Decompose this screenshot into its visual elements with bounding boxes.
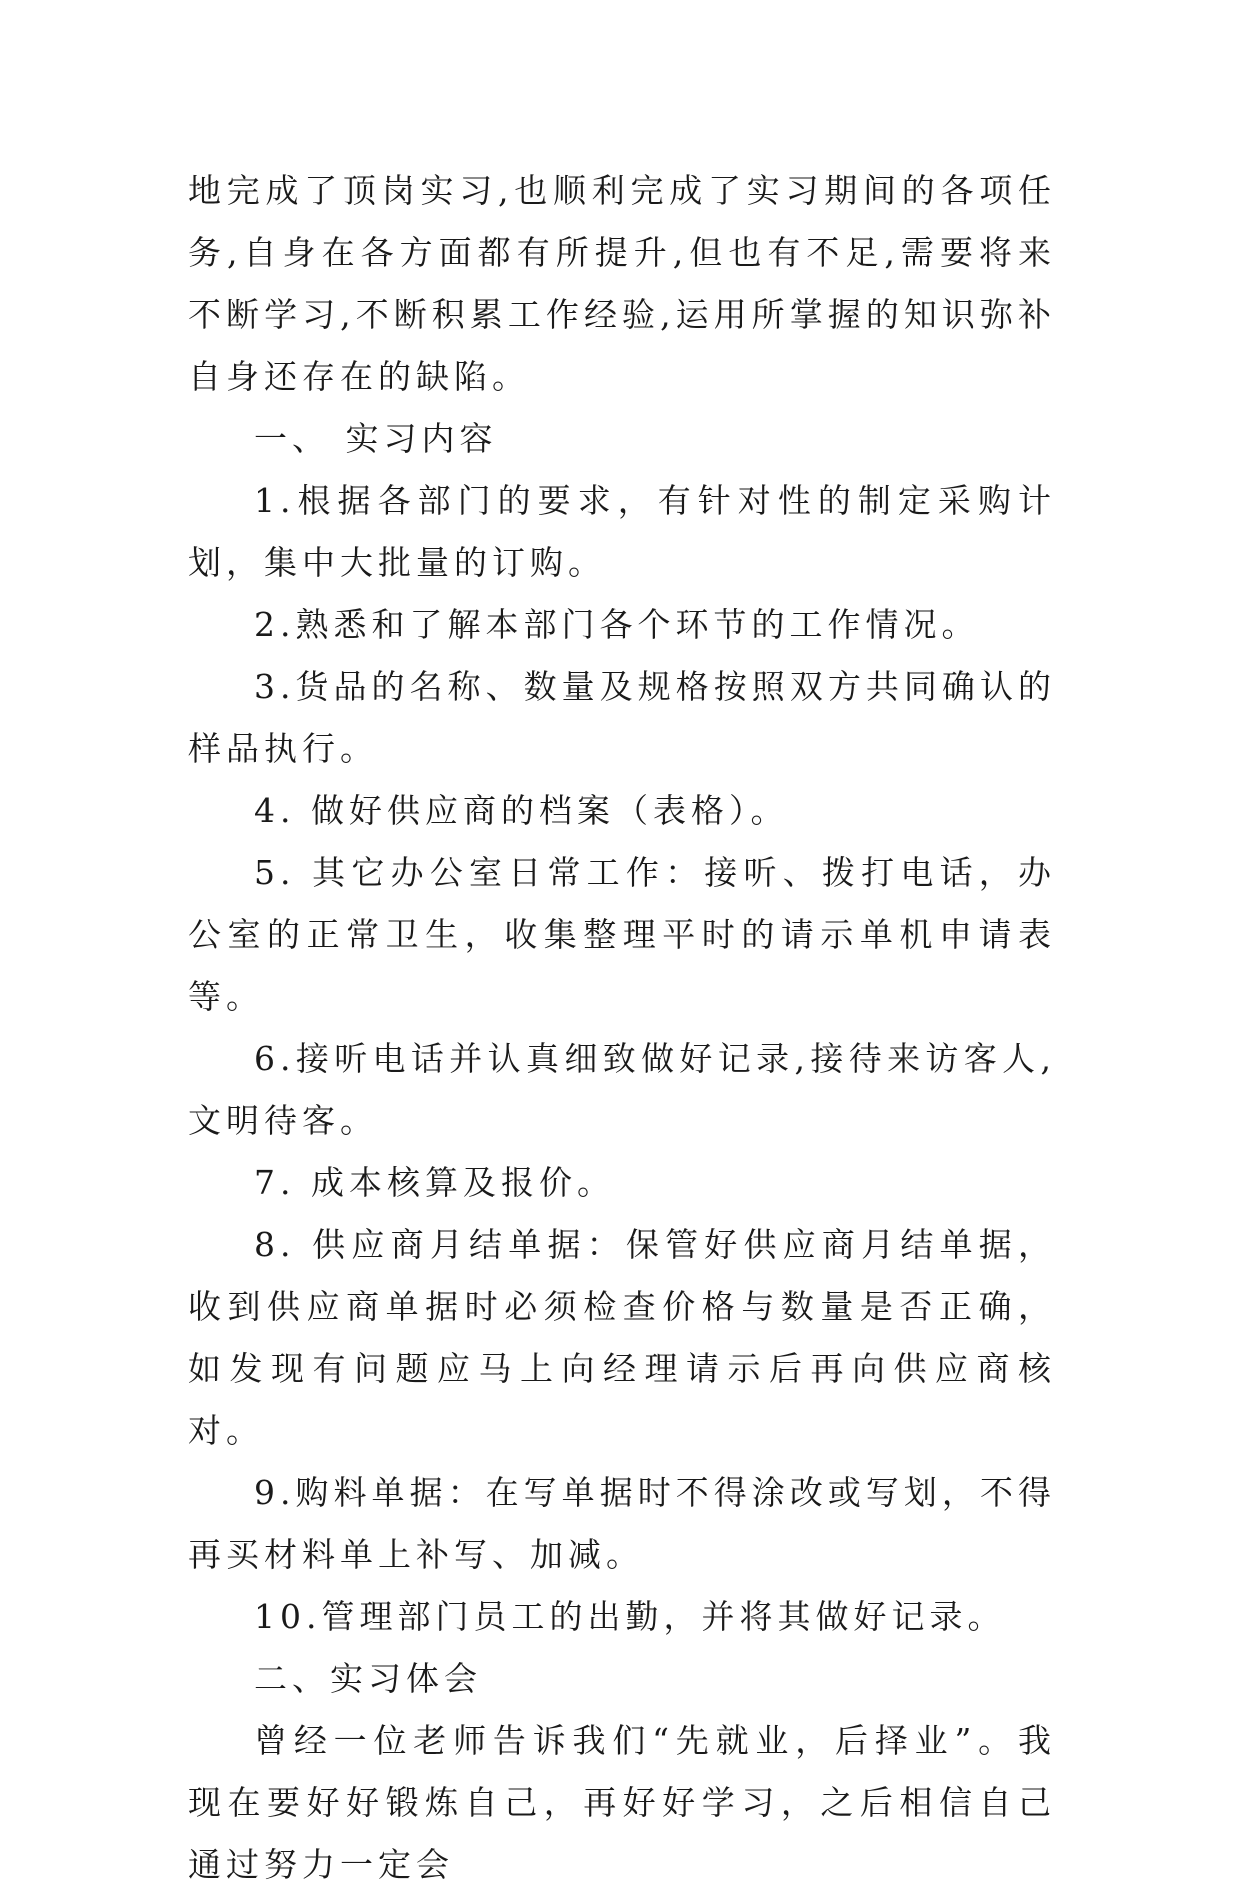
list-item-6: 6.接听电话并认真细致做好记录,接待来访客人,文明待客。 <box>188 1039 1056 1140</box>
document-body <box>188 160 1056 1896</box>
section-heading-reflection: 二、实习体会 <box>254 1659 482 1698</box>
paragraph-continuation: 地完成了顶岗实习,也顺利完成了实习期间的各项任务,自身在各方面都有所提升,但也有不足,需要将来不断学习,不断积累工作经验,运用所掌握的知识弥补自身还存在的缺陷。 <box>188 171 1056 396</box>
list-item-1: 1.根据各部门的要求，有针对性的制定采购计划，集中大批量的订购。 <box>188 481 1056 582</box>
list-item-5: 5. 其它办公室日常工作：接听、拨打电话，办公室的正常卫生，收集整理平时的请示单机申请表等。 <box>188 853 1056 1016</box>
list-item-4: 4. 做好供应商的档案（表格）。 <box>254 791 789 830</box>
section-heading-content: 一、 实习内容 <box>254 419 498 458</box>
list-item-8: 8. 供应商月结单据：保管好供应商月结单据，收到供应商单据时必须检查价格与数量是否正确，如发现有问题应马上向经理请示后再向供应商核对。 <box>188 1225 1056 1450</box>
list-item-3: 3.货品的名称、数量及规格按照双方共同确认的样品执行。 <box>188 667 1056 768</box>
list-item-9: 9.购料单据：在写单据时不得涂改或写划，不得再买材料单上补写、加减。 <box>188 1473 1056 1574</box>
list-item-10: 10.管理部门员工的出勤，并将其做好记录。 <box>254 1597 1006 1636</box>
list-item-2: 2.熟悉和了解本部门各个环节的工作情况。 <box>254 605 980 644</box>
paragraph-reflection: 曾经一位老师告诉我们“先就业，后择业”。我现在要好好锻炼自己，再好好学习，之后相信自己通过努力一定会 <box>188 1721 1056 1884</box>
list-item-7: 7. 成本核算及报价。 <box>254 1163 615 1202</box>
